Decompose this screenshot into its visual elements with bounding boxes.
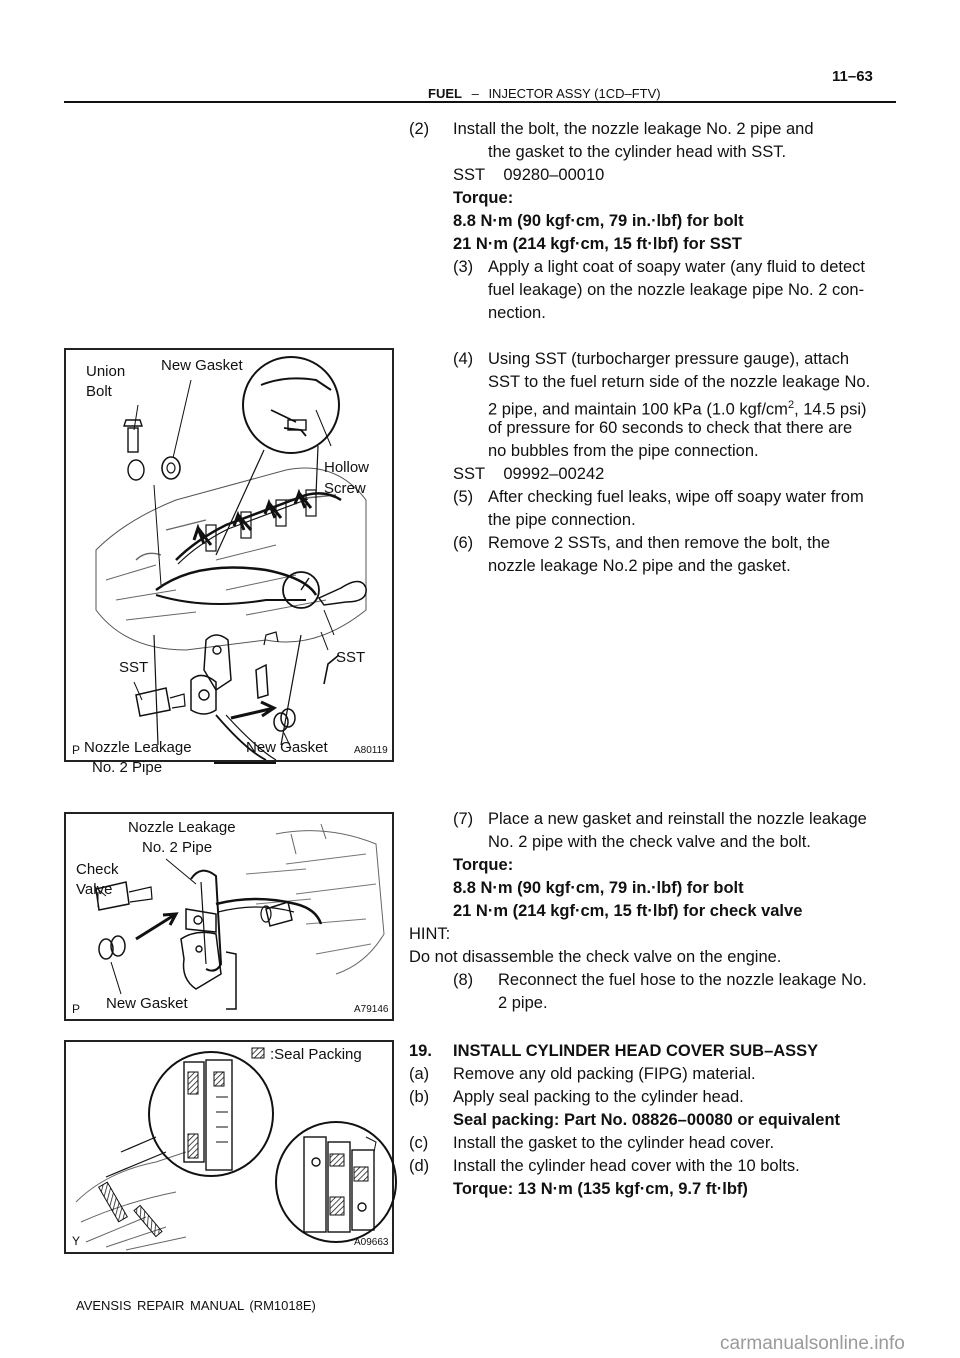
hint-text: Do not disassemble the check valve on the engine. bbox=[409, 948, 782, 966]
step-3-number: (3) bbox=[453, 258, 474, 276]
fig1-label-sst-left: SST bbox=[119, 659, 149, 676]
step-a-text: Remove any old packing (FIPG) material. bbox=[453, 1065, 756, 1083]
fig2-label-nozzle-1: Nozzle Leakage bbox=[128, 819, 236, 836]
step-d-torque: Torque: 13 N·m (135 kgf·cm, 9.7 ft·lbf) bbox=[453, 1180, 748, 1198]
step-a-number: (a) bbox=[409, 1065, 430, 1083]
step-c-number: (c) bbox=[409, 1134, 429, 1152]
step-4-line-3-a: 2 pipe, and maintain 100 kPa (1.0 kgf/cm bbox=[488, 400, 788, 419]
fig2-label-nozzle-2: No. 2 Pipe bbox=[142, 839, 213, 856]
step-6-number: (6) bbox=[453, 534, 474, 552]
header-dash: – bbox=[471, 86, 479, 101]
footer-watermark: carmanualsonline.info bbox=[720, 1333, 905, 1354]
step-19-title: INSTALL CYLINDER HEAD COVER SUB–ASSY bbox=[453, 1042, 819, 1060]
step-4-line-4: of pressure for 60 seconds to check that there are bbox=[488, 419, 853, 437]
step-4-line-2: SST to the fuel return side of the nozzle leakage No. bbox=[488, 373, 871, 391]
figure-a79146-drawing bbox=[66, 814, 392, 1019]
figure-a80119 bbox=[64, 348, 394, 776]
fig2-corner-letter: P bbox=[72, 1002, 81, 1016]
fig1-label-nozzle-1: Nozzle Leakage bbox=[84, 739, 192, 756]
step-7-torque-label: Torque: bbox=[453, 856, 514, 874]
step-4-number: (4) bbox=[453, 350, 474, 368]
fig1-label-bolt: Bolt bbox=[86, 383, 112, 400]
fig2-code: A79146 bbox=[354, 1004, 389, 1015]
step-19-number: 19. bbox=[409, 1042, 432, 1060]
fig3-code: A09663 bbox=[354, 1237, 389, 1248]
header-subtitle: INJECTOR ASSY (1CD–FTV) bbox=[488, 86, 661, 101]
fig2-label-new-gasket: New Gasket bbox=[106, 995, 188, 1012]
hint-label: HINT: bbox=[409, 925, 451, 943]
step-7-number: (7) bbox=[453, 810, 474, 828]
fig1-label-new-gasket-bottom: New Gasket bbox=[246, 739, 328, 756]
step-4-line-5: no bubbles from the pipe connection. bbox=[488, 442, 759, 460]
step-8-line-1: Reconnect the fuel hose to the nozzle leakage No. bbox=[498, 971, 867, 989]
fig3-legend-seal-packing: :Seal Packing bbox=[270, 1046, 362, 1063]
fig3-corner-letter: Y bbox=[72, 1234, 81, 1248]
step-2-line-2: the gasket to the cylinder head with SST. bbox=[488, 143, 787, 161]
step-5-line-2: the pipe connection. bbox=[488, 511, 636, 529]
figure-a09663 bbox=[64, 1040, 394, 1254]
step-4-line-1: Using SST (turbocharger pressure gauge), attach bbox=[488, 350, 850, 368]
step-b-number: (b) bbox=[409, 1088, 430, 1106]
step-2-sst: SST 09280–00010 bbox=[453, 166, 605, 184]
fig1-label-hollow: Hollow bbox=[324, 459, 370, 476]
step-6-line-1: Remove 2 SSTs, and then remove the bolt, the bbox=[488, 534, 831, 552]
figure-a80119-drawing bbox=[66, 350, 392, 760]
fig1-label-nozzle-2: No. 2 Pipe bbox=[92, 759, 163, 776]
step-7-torque-bolt: 8.8 N·m (90 kgf·cm, 79 in.·lbf) for bolt bbox=[453, 879, 744, 897]
step-8-number: (8) bbox=[453, 971, 474, 989]
step-6-line-2: nozzle leakage No.2 pipe and the gasket. bbox=[488, 557, 791, 575]
step-5-number: (5) bbox=[453, 488, 474, 506]
figure-a09663-drawing bbox=[66, 1042, 392, 1252]
fig1-label-screw: Screw bbox=[324, 480, 366, 497]
step-7-line-2: No. 2 pipe with the check valve and the bolt. bbox=[488, 833, 811, 851]
fig1-corner-letter: P bbox=[72, 743, 81, 757]
step-d-text: Install the cylinder head cover with the 10 bolts. bbox=[453, 1157, 800, 1175]
step-b-seal-packing: Seal packing: Part No. 08826–00080 or equivalent bbox=[453, 1111, 841, 1129]
step-4-line-3-b: , 14.5 psi) bbox=[794, 400, 867, 419]
step-c-text: Install the gasket to the cylinder head cover. bbox=[453, 1134, 775, 1152]
step-4-sst: SST 09992–00242 bbox=[453, 465, 605, 483]
step-2-torque-bolt: 8.8 N·m (90 kgf·cm, 79 in.·lbf) for bolt bbox=[453, 212, 744, 230]
page-number: 11–63 bbox=[832, 68, 873, 85]
header-section-title: FUEL bbox=[428, 86, 462, 101]
step-2-torque-sst: 21 N·m (214 kgf·cm, 15 ft·lbf) for SST bbox=[453, 235, 742, 253]
step-5-line-1: After checking fuel leaks, wipe off soapy water from bbox=[488, 488, 864, 506]
header-rule bbox=[64, 101, 896, 103]
step-3-line-1: Apply a light coat of soapy water (any fluid to detect bbox=[488, 258, 865, 276]
fig1-label-sst-right: SST bbox=[336, 649, 366, 666]
fig1-label-union: Union bbox=[86, 363, 126, 380]
fig2-label-valve: Valve bbox=[76, 881, 113, 898]
figure-a79146 bbox=[64, 812, 394, 1021]
fig2-label-check: Check bbox=[76, 861, 119, 878]
step-2-torque-label: Torque: bbox=[453, 189, 514, 207]
fig1-code: A80119 bbox=[354, 745, 388, 756]
step-3-line-2: fuel leakage) on the nozzle leakage pipe No. 2 con- bbox=[488, 281, 865, 299]
fig1-label-new-gasket-top: New Gasket bbox=[161, 357, 243, 374]
header-section bbox=[428, 86, 661, 101]
step-8-line-2: 2 pipe. bbox=[498, 994, 548, 1012]
step-2-number: (2) bbox=[409, 120, 430, 138]
step-3-line-3: nection. bbox=[488, 304, 546, 322]
step-4-superscript: 2 bbox=[787, 399, 795, 411]
step-7-line-1: Place a new gasket and reinstall the nozzle leakage bbox=[488, 810, 867, 828]
step-b-text: Apply seal packing to the cylinder head. bbox=[453, 1088, 744, 1106]
step-2-line-1: Install the bolt, the nozzle leakage No. 2 pipe and bbox=[453, 120, 814, 138]
step-d-number: (d) bbox=[409, 1157, 430, 1175]
footer-manual-title: AVENSIS REPAIR MANUAL (RM1018E) bbox=[76, 1298, 316, 1313]
step-7-torque-valve: 21 N·m (214 kgf·cm, 15 ft·lbf) for check valve bbox=[453, 902, 803, 920]
